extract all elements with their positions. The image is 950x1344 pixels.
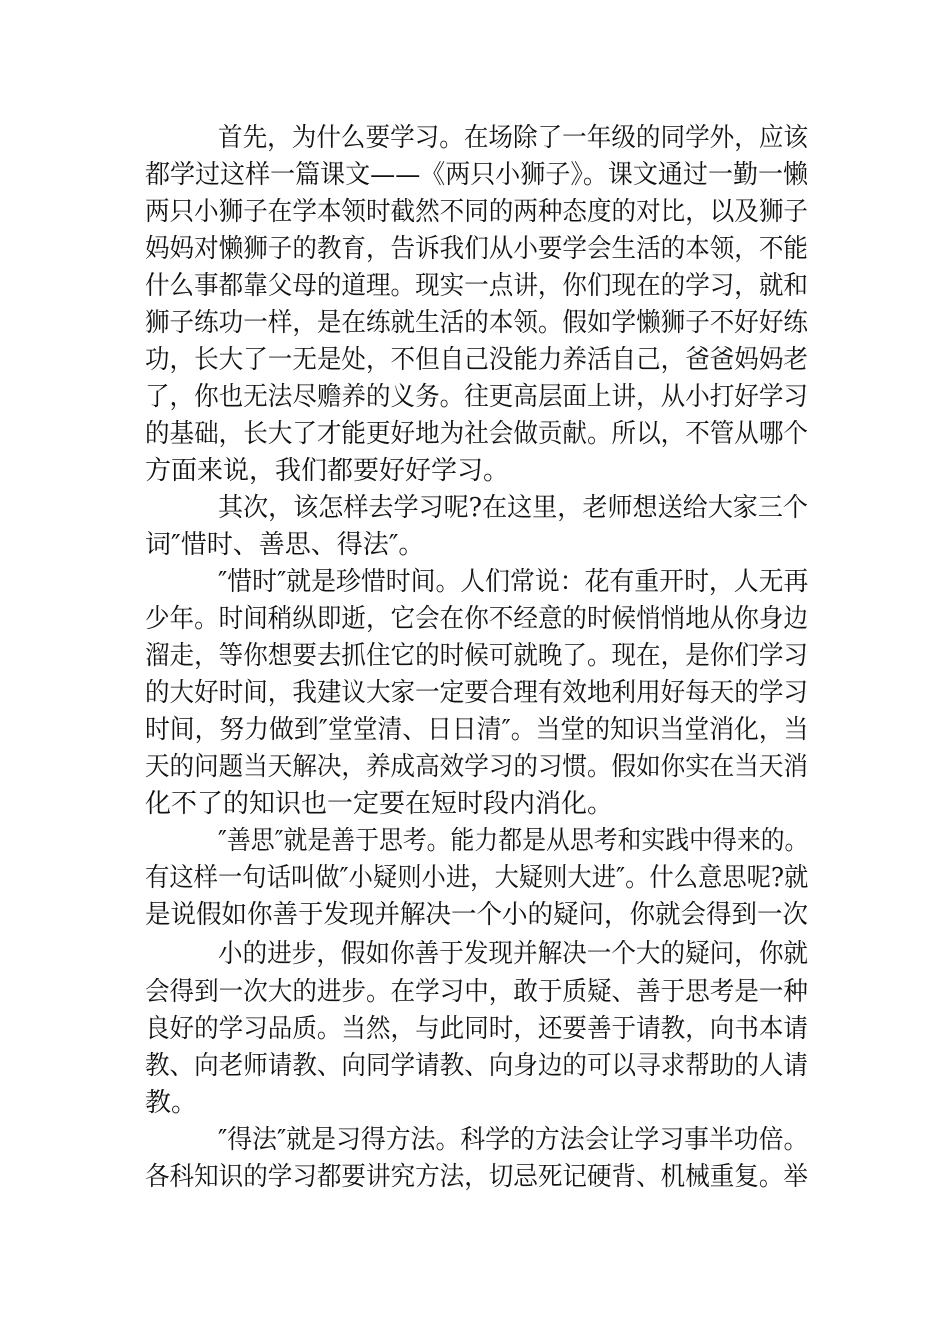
text-line: 其次，该怎样去学习呢?在这里，老师想送给大家三个 bbox=[218, 493, 808, 523]
text-line: 了，你也无法尽赡养的义务。往更高层面上讲，从小打好学习 bbox=[145, 382, 808, 412]
text-line: 都学过这样一篇课文——《两只小狮子》。课文通过一勤一懒 bbox=[145, 160, 809, 190]
text-line: 两只小狮子在学本领时截然不同的两种态度的对比，以及狮子 bbox=[145, 197, 808, 227]
text-line: ″善思″就是善于思考。能力都是从思考和实践中得来的。 bbox=[218, 826, 809, 856]
text-line: ″得法″就是习得方法。科学的方法会让学习事半功倍。 bbox=[218, 1125, 809, 1155]
text-line: 天的问题当天解决，养成高效学习的习惯。假如你实在当天消 bbox=[145, 752, 808, 782]
text-line: 词″惜时、善思、得法″。 bbox=[145, 530, 425, 560]
text-line: 有这样一句话叫做″小疑则小进，大疑则大进″。什么意思呢?就 bbox=[145, 863, 809, 893]
text-line: 各科知识的学习都要讲究方法，切忌死记硬背、机械重复。举 bbox=[145, 1162, 808, 1192]
text-line: 狮子练功一样，是在练就生活的本领。假如学懒狮子不好好练 bbox=[145, 308, 808, 338]
text-line: 功，长大了一无是处，不但自己没能力养活自己，爸爸妈妈老 bbox=[145, 345, 808, 375]
text-line: ″惜时″就是珍惜时间。人们常说：花有重开时，人无再 bbox=[218, 567, 809, 597]
text-line: 小的进步，假如你善于发现并解决一个大的疑问，你就 bbox=[218, 939, 809, 969]
text-line: 教、向老师请教、向同学请教、向身边的可以寻求帮助的人请 bbox=[145, 1051, 808, 1081]
text-line: 化不了的知识也一定要在短时段内消化。 bbox=[145, 789, 614, 819]
text-line: 溜走，等你想要去抓住它的时候可就晚了。现在，是你们学习 bbox=[145, 641, 808, 671]
text-line: 的大好时间，我建议大家一定要合理有效地利用好每天的学习 bbox=[145, 678, 808, 708]
text-line: 妈妈对懒狮子的教育，告诉我们从小要学会生活的本领，不能 bbox=[145, 234, 808, 264]
text-line: 良好的学习品质。当然，与此同时，还要善于请教，向书本请 bbox=[145, 1014, 808, 1044]
text-line: 什么事都靠父母的道理。现实一点讲，你们现在的学习，就和 bbox=[145, 271, 808, 301]
text-line: 的基础，长大了才能更好地为社会做贡献。所以，不管从哪个 bbox=[145, 419, 808, 449]
text-line: 少年。时间稍纵即逝，它会在你不经意的时候悄悄地从你身边 bbox=[145, 604, 808, 634]
text-line: 方面来说，我们都要好好学习。 bbox=[145, 456, 510, 486]
text-line: 时间，努力做到″堂堂清、日日清″。当堂的知识当堂消化，当 bbox=[145, 715, 809, 745]
text-line: 是说假如你善于发现并解决一个小的疑问，你就会得到一次 bbox=[145, 900, 809, 930]
text-line: 会得到一次大的进步。在学习中，敢于质疑、善于思考是一种 bbox=[145, 977, 808, 1007]
text-line: 首先，为什么要学习。在场除了一年级的同学外，应该 bbox=[218, 123, 809, 153]
text-line: 教。 bbox=[145, 1088, 198, 1118]
